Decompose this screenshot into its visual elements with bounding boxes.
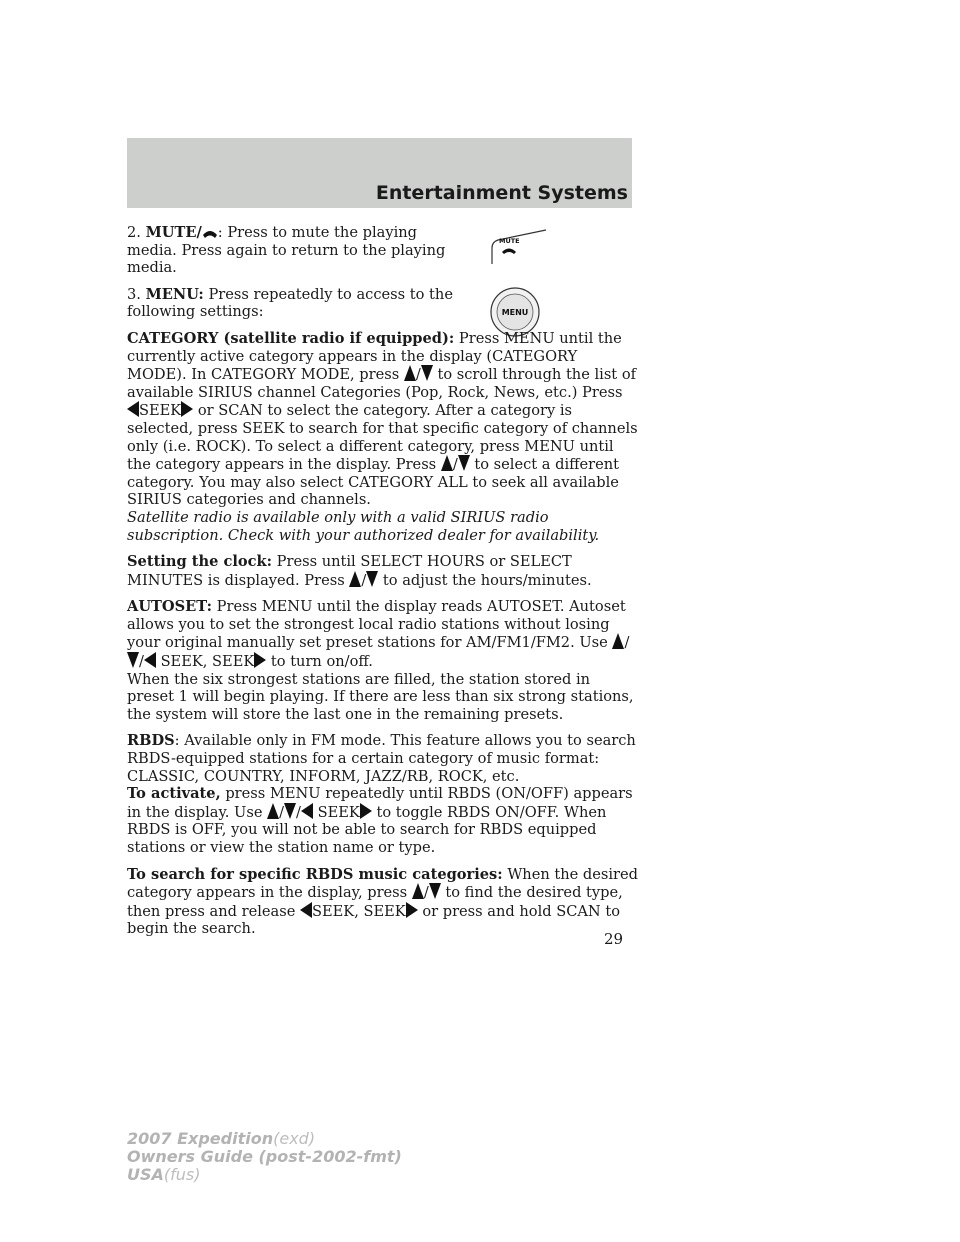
activate-heading: To activate, (127, 785, 221, 803)
triangle-up-icon (412, 883, 424, 899)
page-number: 29 (604, 930, 624, 948)
triangle-down-icon (429, 883, 441, 899)
triangle-up-icon (267, 803, 279, 819)
triangle-right-icon (406, 902, 418, 918)
triangle-right-icon (181, 401, 193, 417)
triangle-down-icon (458, 455, 470, 471)
triangle-down-icon (127, 652, 139, 668)
category-note: Satellite radio is available only with a valid SIRIUS radio subscription. Check with your authorized dealer for availability. (127, 508, 600, 544)
phone-handset-icon (202, 229, 218, 239)
footer-watermark: 2007 Expedition(exd) Owners Guide (post-2002-fmt) USA(fus) (127, 1129, 402, 1184)
rbds-heading: RBDS (127, 732, 175, 750)
triangle-up-icon (404, 365, 416, 381)
mute-heading: MUTE/ (145, 224, 202, 241)
clock-heading: Setting the clock: (127, 553, 273, 571)
menu-paragraph: 3. MENU: Press repeatedly to access to the following settings: (127, 285, 453, 321)
triangle-right-icon (254, 652, 266, 668)
triangle-up-icon (349, 571, 361, 587)
section-header-band (127, 138, 632, 208)
triangle-left-icon (301, 803, 313, 819)
menu-figure-label: MENU (501, 308, 529, 317)
autoset-paragraph-2: When the six strongest stations are filled, the station stored in preset 1 will begin playing. If there are less than six strong stations, the system will store the last one in the remaining presets. (127, 670, 634, 723)
clock-paragraph: Setting the clock: Press until SELECT HOURS or SELECT MINUTES is displayed. Press / to adjust the hours/minutes. (127, 553, 592, 589)
mute-figure-label: MUTE (499, 237, 520, 245)
triangle-down-icon (284, 803, 296, 819)
category-heading: CATEGORY (satellite radio if equipped): (127, 329, 455, 347)
triangle-left-icon (144, 652, 156, 668)
triangle-left-icon (127, 401, 139, 417)
category-paragraph: CATEGORY (satellite radio if equipped): Press MENU until the currently active category appears in the display (CATEGORY MODE). In CATEGORY MODE, press / to scroll through the list of available SIRIUS channel Categories (Pop, Rock, News, etc.) Press SEEK or SCAN to select the category. After a category is selected, press SEEK to search for that specific category of channels only (i.e. ROCK). To select a different category, press MENU until the category appears in the display. Press / to select a different category. You may also select CATEGORY ALL to seek all available SIRIUS categories and channels. (127, 329, 638, 509)
triangle-up-icon (612, 633, 624, 649)
activate-paragraph: To activate, press MENU repeatedly until RBDS (ON/OFF) appears in the display. Use / / SEEK to toggle RBDS ON/OFF. When RBDS is OFF, you will not be able to search for RBDS equipped stations or view the station name or type. (127, 785, 633, 856)
search-heading: To search for specific RBDS music categories: (127, 865, 503, 883)
triangle-down-icon (366, 571, 378, 587)
triangle-down-icon (421, 365, 433, 381)
section-title: Entertainment Systems (375, 182, 628, 204)
page-body (127, 224, 639, 947)
search-paragraph: To search for specific RBDS music categories: When the desired category appears in the display, press / to find the desired type, then press and release SEEK, SEEK or press and hold SCAN to begin the search. (127, 865, 639, 938)
triangle-up-icon (441, 455, 453, 471)
autoset-heading: AUTOSET: (127, 598, 213, 616)
rbds-paragraph: RBDS: Available only in FM mode. This feature allows you to search RBDS-equipped stations for a certain category of music format: CLASSIC, COUNTRY, INFORM, JAZZ/RB, ROCK, etc. (127, 732, 636, 785)
autoset-paragraph: AUTOSET: Press MENU until the display reads AUTOSET. Autoset allows you to set the strongest local radio stations without losing your original manually set preset stations for AM/FM1/FM2. Use / / SEEK, SEEK to turn on/off. (127, 598, 630, 671)
menu-heading: MENU: (145, 285, 204, 303)
triangle-right-icon (360, 803, 372, 819)
triangle-left-icon (300, 902, 312, 918)
mute-paragraph: 2. MUTE/ : Press to mute the playing media. Press again to return to the playing media. (127, 224, 446, 277)
